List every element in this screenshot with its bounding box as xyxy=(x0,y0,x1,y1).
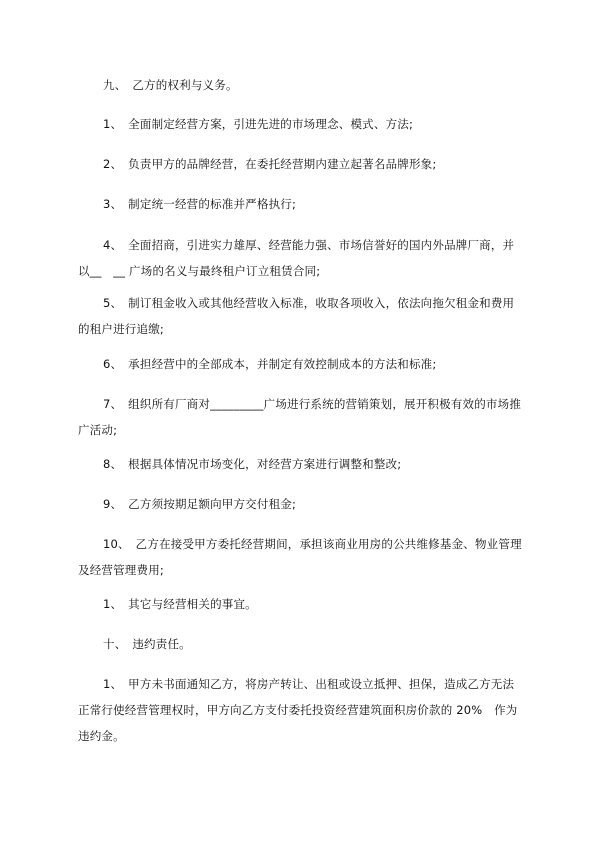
clause-10-1: 1、 甲方未书面通知乙方，将房产转让、出租或设立抵押、担保，造成乙方无法正常行使经营管理权时，甲方向乙方支付委托投资经营建筑面积房价款的 20% 作为违约金。 xyxy=(78,677,518,743)
clause-9-8: 8、 根据具体情况市场变化，对经营方案进行调整和整改; xyxy=(103,457,402,471)
section-heading-10: 十、 违约责任。 xyxy=(103,637,191,651)
section-heading-9: 九、 乙方的权利与义务。 xyxy=(103,78,238,92)
clause-9-2: 2、 负责甲方的品牌经营，在委托经营期内建立起著名品牌形象; xyxy=(103,157,437,171)
clause-9-6: 6、 承担经营中的全部成本，并制定有效控制成本的方法和标准; xyxy=(103,357,437,371)
clause-9-9: 9、 乙方须按期足额向甲方交付租金; xyxy=(103,497,297,511)
clause-9-4: 4、 全面招商，引进实力雄厚、经营能力强、市场信誉好的国内外品牌厂商，并以__ __ 广场的名义与最终租户订立租赁合同; xyxy=(78,238,515,278)
clause-9-5: 5、 制订租金收入或其他经营收入标准，收取各项收入，依法向拖欠租金和费用的租户进行追缴; xyxy=(78,296,515,336)
clause-9-3: 3、 制定统一经营的标准并严格执行; xyxy=(103,197,297,211)
clause-9-7: 7、 组织所有厂商对_________广场进行系统的营销策划，展开积极有效的市场推广活动; xyxy=(78,397,522,437)
clause-9-11: 1、 其它与经营相关的事宜。 xyxy=(103,597,257,611)
clause-9-10: 10、 乙方在接受甲方委托经营期间，承担该商业用房的公共维修基金、物业管理及经营管理费用; xyxy=(78,537,522,577)
clause-9-1: 1、 全面制定经营方案，引进先进的市场理念、模式、方法; xyxy=(103,117,414,131)
